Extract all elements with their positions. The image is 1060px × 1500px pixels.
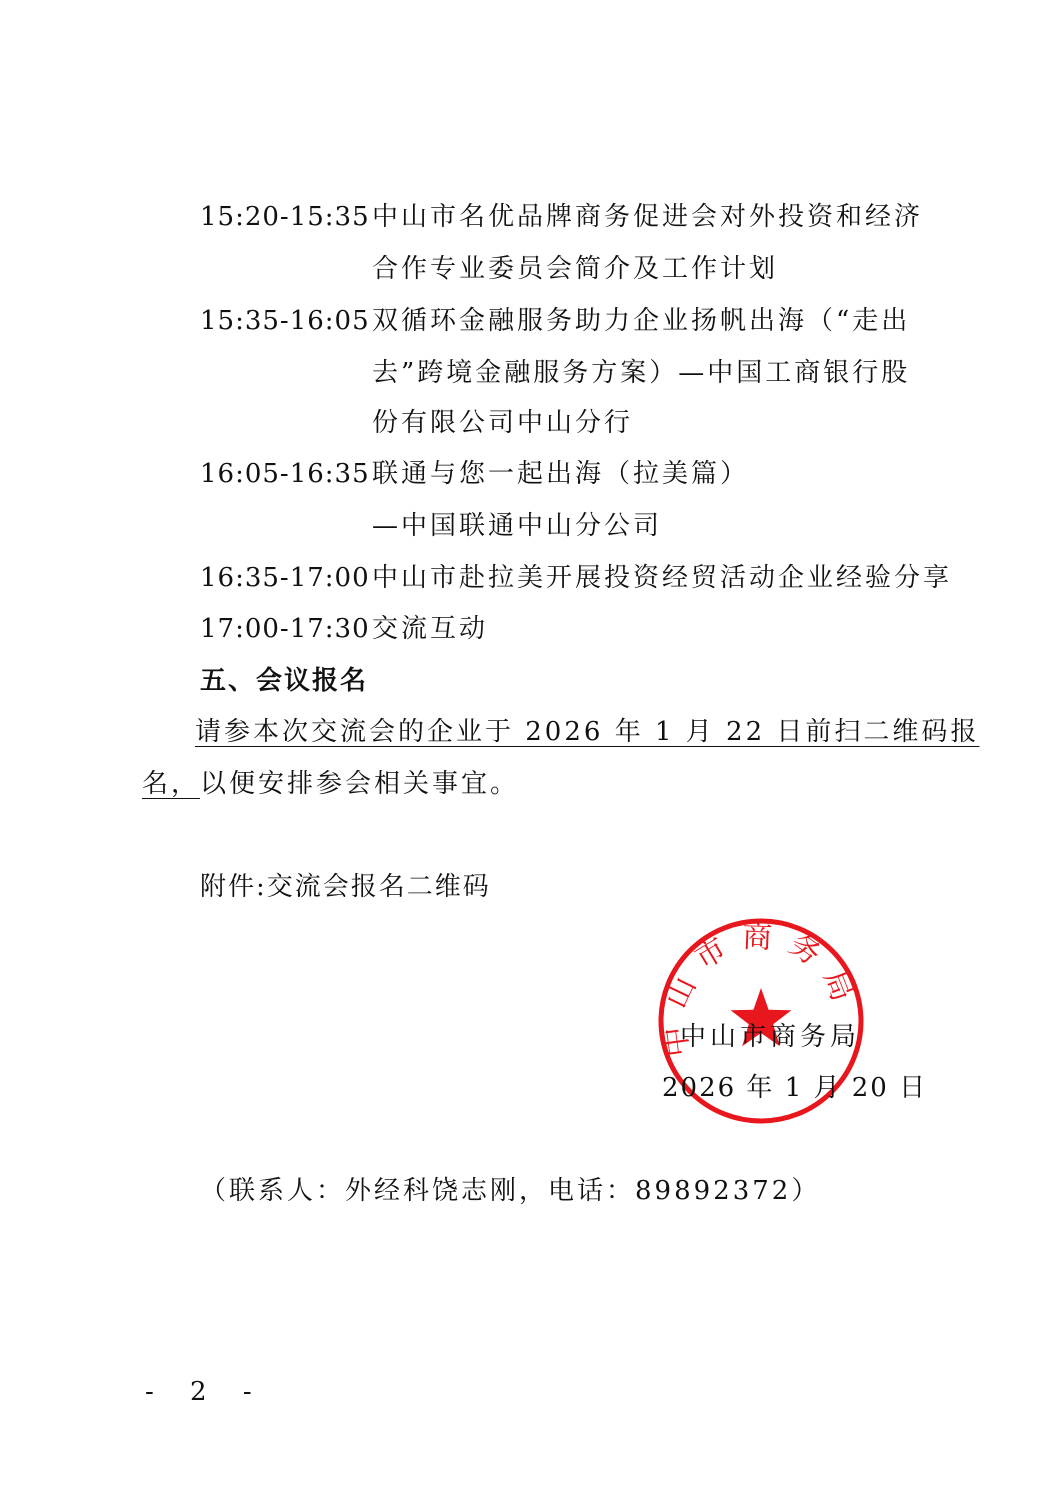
schedule-desc-1-line-1: 中山市名优品牌商务促进会对外投资和经济	[372, 202, 924, 232]
svg-text:中山市商务局: 中山市商务局	[656, 919, 865, 1059]
contact-info: （联系人：外经科饶志刚，电话：89892372）	[200, 1176, 821, 1206]
schedule-time-1: 15:20-15:35	[200, 202, 370, 232]
schedule-desc-4-line-1: 中山市赴拉美开展投资经贸活动企业经验分享	[372, 563, 953, 593]
attachment-note: 附件:交流会报名二维码	[200, 872, 491, 902]
registration-line-2	[142, 767, 519, 801]
signature-org: 中山市商务局	[680, 1022, 861, 1052]
schedule-time-2: 15:35-16:05	[200, 306, 370, 336]
registration-rest: 以便安排参会相关事宜。	[200, 769, 520, 799]
schedule-desc-2-line-2: 去”跨境金融服务方案）—中国工商银行股	[372, 358, 911, 388]
schedule-desc-1-line-2: 合作专业委员会简介及工作计划	[372, 254, 779, 284]
registration-underlined: 名，	[142, 769, 201, 799]
schedule-time-4: 16:35-17:00	[200, 563, 370, 593]
schedule-desc-3-line-2: —中国联通中山分公司	[372, 511, 663, 541]
schedule-desc-2-line-3: 份有限公司中山分行	[372, 408, 634, 438]
registration-line-1: 请参本次交流会的企业于 2026 年 1 月 22 日前扫二维码报	[195, 717, 980, 747]
signature-date: 2026 年 1 月 20 日	[662, 1073, 928, 1103]
section-heading: 五、会议报名	[200, 666, 369, 696]
schedule-desc-3-line-1: 联通与您一起出海（拉美篇）	[372, 459, 750, 489]
page-number: - 2 -	[145, 1377, 266, 1407]
schedule-desc-5-line-1: 交流互动	[372, 614, 489, 644]
schedule-desc-2-line-1: 双循环金融服务助力企业扬帆出海（“走出	[372, 306, 911, 336]
schedule-time-3: 16:05-16:35	[200, 459, 370, 489]
schedule-time-5: 17:00-17:30	[200, 614, 370, 644]
